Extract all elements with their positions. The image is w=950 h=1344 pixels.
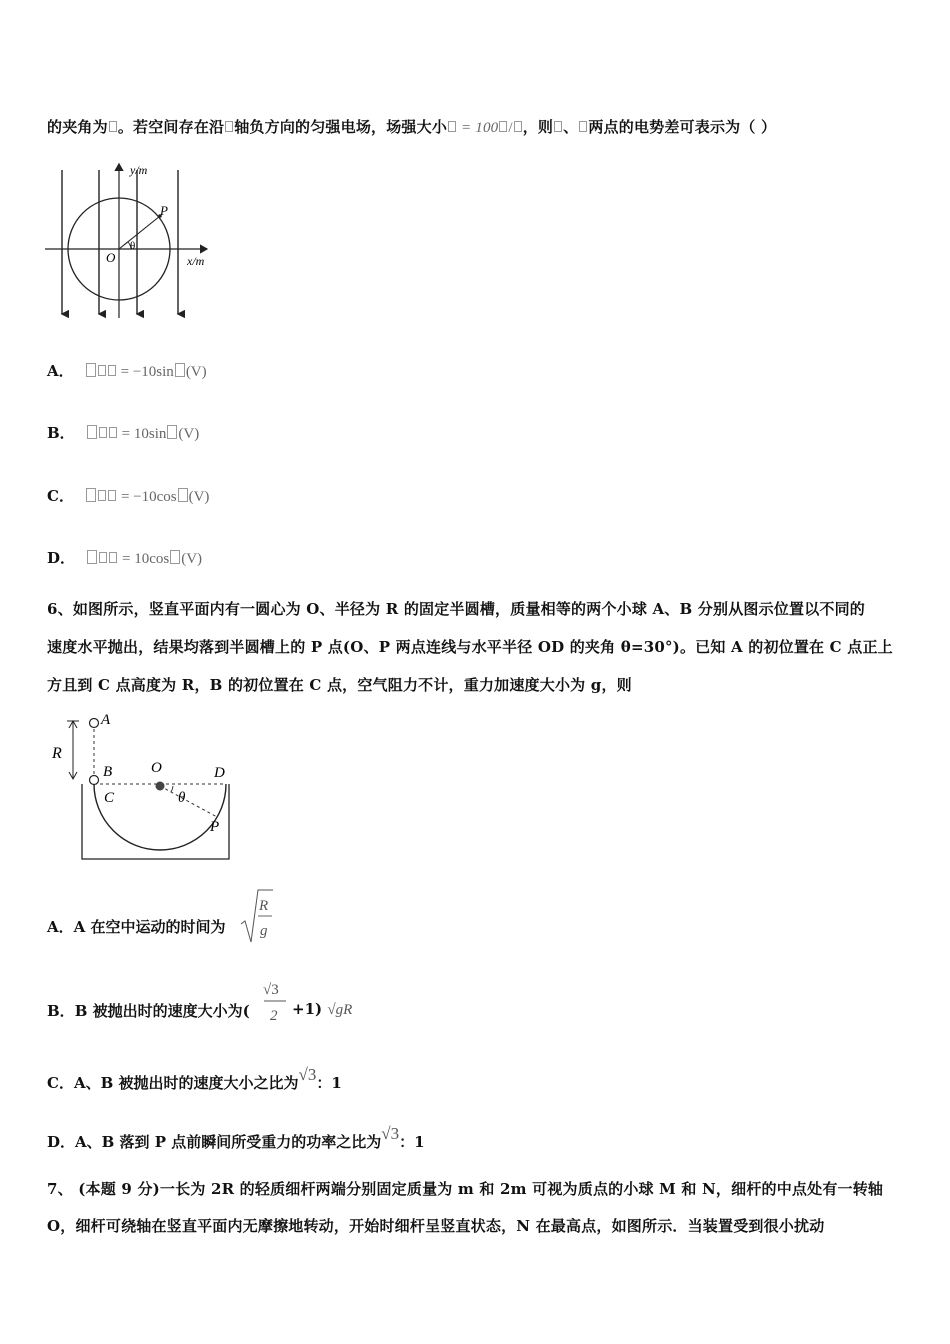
label-a: A bbox=[101, 712, 111, 728]
missing-symbol bbox=[87, 425, 97, 439]
q5-stem-part1: 的夹角为 bbox=[47, 118, 108, 136]
q6-option-d bbox=[47, 1124, 425, 1152]
p-label: P bbox=[160, 203, 168, 218]
missing-symbol bbox=[554, 121, 562, 132]
frac-numerator: R bbox=[259, 898, 269, 914]
option-text: ：1 bbox=[399, 1133, 425, 1151]
missing-symbol bbox=[178, 488, 188, 502]
q6-option-a bbox=[47, 916, 226, 937]
missing-symbol bbox=[108, 490, 116, 501]
option-letter: B． bbox=[47, 424, 75, 442]
option-formula: = −10cos bbox=[120, 489, 177, 505]
option-text: B 被抛出时的速度大小为( bbox=[74, 1002, 250, 1020]
label-c: C bbox=[104, 790, 115, 806]
option-formula: = −10sin bbox=[120, 364, 174, 380]
label-d: D bbox=[214, 765, 225, 781]
q6-option-a-sqrt bbox=[240, 888, 274, 946]
missing-symbol bbox=[448, 121, 456, 132]
missing-symbol bbox=[225, 121, 233, 132]
q5-option-d bbox=[47, 547, 202, 568]
q6-semicircle-figure bbox=[45, 706, 240, 866]
ball-a bbox=[90, 719, 99, 728]
q5-stem-part5: 、 bbox=[563, 118, 579, 136]
q6-option-b-fraction bbox=[260, 972, 290, 1028]
q5-option-a bbox=[47, 360, 207, 381]
q5-stem-part3: 轴负方向的匀强电场，场强大小 bbox=[234, 118, 448, 136]
q5-field-value: = 100 bbox=[460, 120, 499, 136]
q6-option-b bbox=[47, 1000, 250, 1021]
option-math: √gR bbox=[327, 1002, 353, 1018]
missing-symbol bbox=[175, 363, 185, 377]
option-math: √3 bbox=[298, 1065, 317, 1084]
option-text: ：1 bbox=[316, 1074, 342, 1092]
label-r: R bbox=[52, 745, 62, 762]
option-letter: C． bbox=[47, 487, 74, 505]
missing-symbol bbox=[499, 121, 507, 132]
option-letter: D． bbox=[47, 1133, 76, 1151]
angle-arc bbox=[171, 786, 173, 792]
q5-stem-part4: ，则 bbox=[522, 118, 554, 136]
q5-stem-part6: 两点的电势差可表示为（ ） bbox=[588, 118, 777, 136]
option-letter: B． bbox=[47, 1002, 75, 1020]
frac-denominator: 2 bbox=[270, 1008, 278, 1024]
option-text: A、B 落到 P 点前瞬间所受重力的功率之比为 bbox=[75, 1133, 382, 1151]
y-axis-label: y/m bbox=[130, 163, 148, 177]
missing-symbol bbox=[99, 552, 107, 563]
option-letter: A． bbox=[47, 362, 74, 380]
q5-option-b bbox=[47, 422, 199, 443]
missing-symbol bbox=[99, 427, 107, 438]
missing-symbol bbox=[167, 425, 177, 439]
missing-symbol bbox=[86, 363, 96, 377]
q6-stem-line1: 6、如图所示，竖直平面内有一圆心为 O、半径为 R 的固定半圆槽，质量相等的两个小球 A、B 分别从图示位置以不同的 bbox=[47, 600, 866, 618]
missing-symbol bbox=[109, 121, 117, 132]
q7-stem-line1: 7、 (本题 9 分)一长为 2R 的轻质细杆两端分别固定质量为 m 和 2m 可视为质点的小球 M 和 N，细杆的中点处有一转轴 bbox=[47, 1180, 884, 1198]
option-letter: D． bbox=[47, 549, 76, 567]
frac-numerator: √3 bbox=[263, 982, 279, 998]
option-text: +1) bbox=[292, 1000, 323, 1018]
q5-field-unit: / bbox=[508, 120, 513, 136]
missing-symbol bbox=[86, 488, 96, 502]
ball-b bbox=[90, 776, 99, 785]
label-o: O bbox=[151, 760, 162, 776]
label-theta: θ bbox=[178, 790, 186, 806]
missing-symbol bbox=[514, 121, 522, 132]
missing-symbol bbox=[108, 365, 116, 376]
label-b: B bbox=[103, 764, 113, 780]
q7-stem-line2: O，细杆可绕轴在竖直平面内无摩擦地转动，开始时细杆呈竖直状态，N 在最高点，如图所示．当装置受到很小扰动 bbox=[47, 1217, 825, 1235]
option-unit: (V) bbox=[178, 426, 200, 442]
option-unit: (V) bbox=[181, 551, 203, 567]
option-formula: = 10sin bbox=[121, 426, 167, 442]
radius-op bbox=[119, 216, 160, 249]
q5-field-figure bbox=[40, 158, 220, 323]
label-p: P bbox=[210, 819, 220, 835]
q5-stem-part2: 。若空间存在沿 bbox=[117, 118, 225, 136]
option-unit: (V) bbox=[185, 364, 207, 380]
missing-symbol bbox=[98, 365, 106, 376]
q6-option-b-tail bbox=[292, 1000, 352, 1019]
q6-stem-line3: 方且到 C 点高度为 R，B 的初位置在 C 点，空气阻力不计，重力加速度大小为 g，则 bbox=[47, 676, 632, 694]
theta-label: θ bbox=[130, 240, 136, 252]
q5-stem bbox=[47, 116, 776, 137]
origin-label: O bbox=[106, 250, 116, 265]
q6-option-c bbox=[47, 1065, 342, 1093]
missing-symbol bbox=[87, 550, 97, 564]
option-text: A 在空中运动的时间为 bbox=[73, 918, 226, 936]
x-axis-label: x/m bbox=[187, 254, 205, 268]
frac-denominator: g bbox=[260, 923, 268, 939]
missing-symbol bbox=[170, 550, 180, 564]
option-formula: = 10cos bbox=[122, 551, 170, 567]
center-o bbox=[156, 782, 165, 791]
option-unit: (V) bbox=[188, 489, 210, 505]
option-letter: C． bbox=[47, 1074, 74, 1092]
q6-stem-line2: 速度水平抛出，结果均落到半圆槽上的 P 点(O、P 两点连线与水平半径 OD 的夹角 θ=30°)。已知 A 的初位置在 C 点正上 bbox=[47, 638, 893, 656]
option-math: √3 bbox=[381, 1124, 400, 1143]
missing-symbol bbox=[109, 427, 117, 438]
missing-symbol bbox=[579, 121, 587, 132]
missing-symbol bbox=[109, 552, 117, 563]
q5-option-c bbox=[47, 485, 209, 506]
option-text: A、B 被抛出时的速度大小之比为 bbox=[73, 1074, 299, 1092]
missing-symbol bbox=[98, 490, 106, 501]
radius-op bbox=[160, 786, 217, 817]
option-letter: A． bbox=[47, 918, 74, 936]
